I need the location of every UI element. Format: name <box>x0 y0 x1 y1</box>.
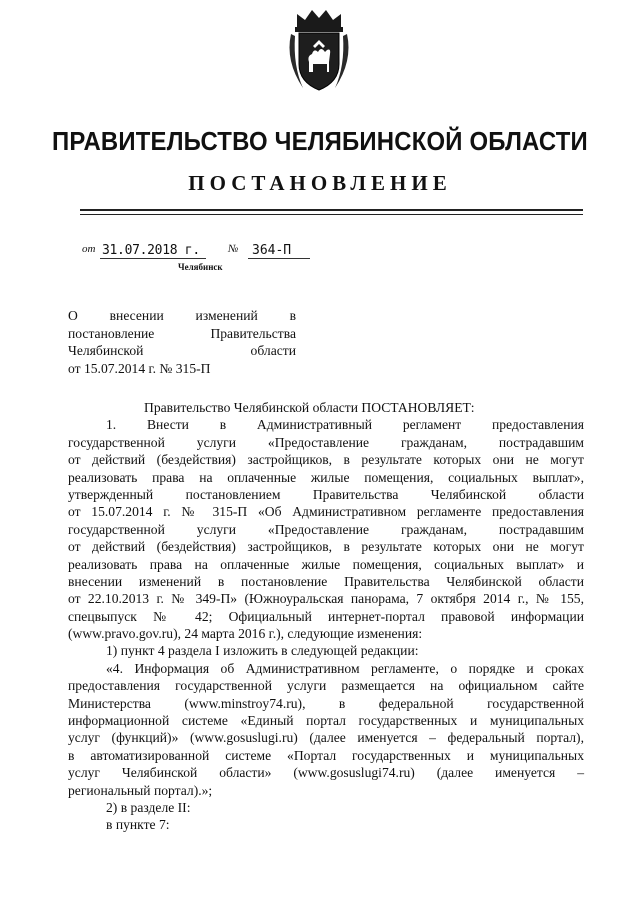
document-body <box>68 399 584 834</box>
body-line: 1. Внести в Административный регламент предоставления <box>106 417 584 433</box>
header-divider-thin <box>80 214 583 215</box>
document-number: 364-П <box>248 243 310 259</box>
body-line: государственной услуги «Предоставление гражданам, пострадавшим <box>68 521 584 537</box>
subject-line: О внесении изменений в <box>68 308 296 323</box>
body-line: услуг Челябинской области» (www.gosuslugi74.ru) (далее именуется – <box>68 765 584 781</box>
government-title: ПРАВИТЕЛЬСТВО ЧЕЛЯБИНСКОЙ ОБЛАСТИ <box>52 126 588 156</box>
document-type: ПОСТАНОВЛЕНИЕ <box>188 171 452 195</box>
body-line: (www.pravo.gov.ru), 24 марта 2016 г.), следующие изменения: <box>68 626 423 642</box>
body-line: от действий (бездействия) застройщиков, в результате которых они не могут <box>68 539 584 555</box>
body-line: спецвыпуск № 42; Официальный интернет-портал правовой информации <box>68 608 584 624</box>
body-line: реализовать права на оплаченные жилые помещения, социальных выплат», <box>68 469 584 485</box>
body-line: от действий (бездействия) застройщиков, в результате которых они не могут <box>68 452 584 468</box>
subject-line: Челябинской области <box>68 343 296 358</box>
number-label: № <box>228 243 239 255</box>
body-line: государственной услуги «Предоставление гражданам, пострадавшим <box>68 434 584 450</box>
body-line: внесении изменений в постановление Правительства Челябинской области <box>68 573 584 589</box>
body-line: реализовать права на оплаченные жилые помещения, социальных выплат» и <box>68 556 584 572</box>
date-label: от <box>82 243 96 255</box>
body-line: от 22.10.2013 г. № 349-П» (Южноуральская панорама, 7 октября 2014 г., № 155, <box>68 591 584 607</box>
header-divider <box>80 209 583 211</box>
body-line: от 15.07.2014 г. № 315-П «Об Административном регламенте предоставления <box>68 504 584 520</box>
subject-line: постановление Правительства <box>68 325 296 341</box>
body-line: 1) пункт 4 раздела I изложить в следующей редакции: <box>106 643 419 659</box>
decree-preamble: Правительство Челябинской области ПОСТАНОВЛЯЕТ: <box>144 400 475 415</box>
body-line: «4. Информация об Административном регламенте, о порядке и сроках <box>106 660 584 676</box>
body-line: региональный портал).»; <box>68 782 213 798</box>
city-label: Челябинск <box>178 262 223 272</box>
coat-of-arms-icon <box>283 6 355 94</box>
document-subject <box>68 307 296 377</box>
body-line: Министерства (www.minstroy74.ru), в федеральной государственной <box>68 695 584 711</box>
body-line: информационной системе «Единый портал государственных и муниципальных <box>68 713 584 729</box>
body-line: утвержденный постановлением Правительства Челябинской области <box>68 486 584 502</box>
document-date: 31.07.2018 г. <box>100 243 206 259</box>
body-line: 2) в разделе II: <box>106 799 191 815</box>
body-line: услуг (функций)» (www.gosuslugi.ru) (далее именуется – федеральный портал), <box>68 730 584 746</box>
body-line: в автоматизированной системе «Портал государственных и муниципальных <box>68 747 584 763</box>
subject-line: от 15.07.2014 г. № 315-П <box>68 360 211 376</box>
body-line: в пункте 7: <box>106 817 170 833</box>
body-line: предоставления государственной услуги размещается на официальном сайте <box>68 678 584 694</box>
